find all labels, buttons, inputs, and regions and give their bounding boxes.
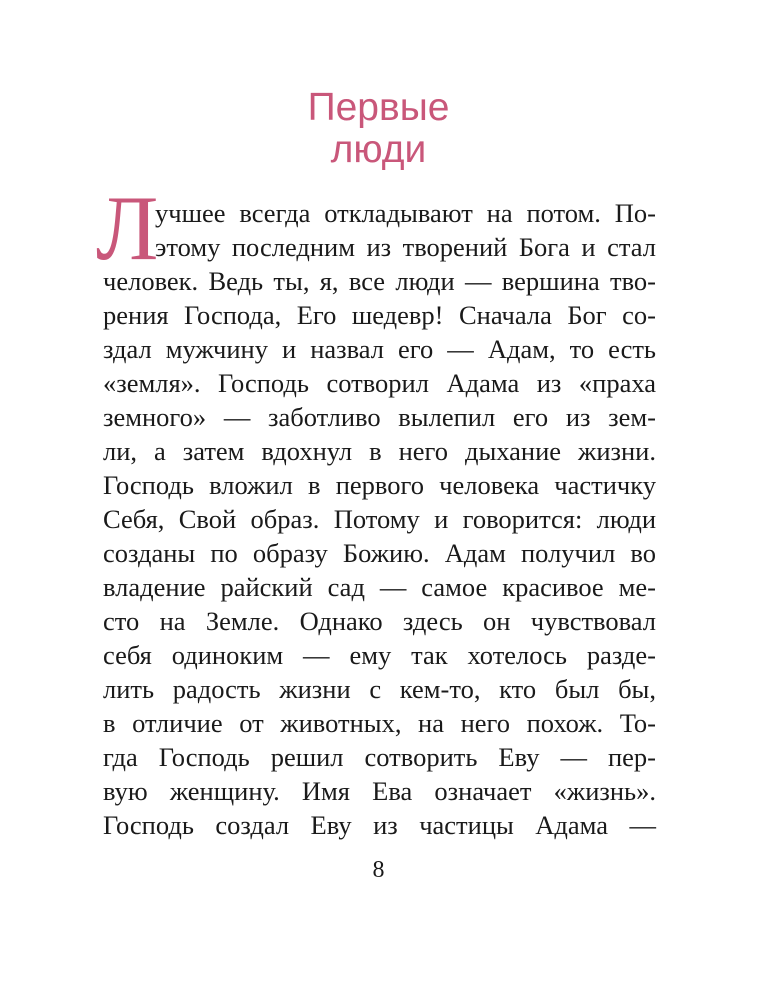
text-line: Себя, Свой образ. Потому и говорится: люди [103,504,656,534]
text-line: Господь вложил в первого человека частичку [103,470,656,500]
text-line: учшее всегда откладывают на потом. По- [155,198,656,228]
text-line: ли, а затем вдохнул в него дыхание жизни. [103,436,656,466]
text-line: Господь создал Еву из частицы Адама — [103,810,656,840]
page-number: 8 [372,857,385,883]
text-line: владение райский сад — самое красивое ме- [103,572,656,602]
text-line: человек. Ведь ты, я, все люди — вершина тво- [103,266,656,296]
chapter-title-line-2: люди [330,128,427,171]
text-line: сто на Земле. Однако здесь он чувствовал [103,606,656,636]
text-line: созданы по образу Божию. Адам получил во [103,538,656,568]
text-line: лить радость жизни с кем-то, кто был бы, [103,674,656,704]
drop-cap-letter: Л [96,177,159,279]
text-line: «земля». Господь сотворил Адама из «праха [103,368,656,398]
text-line: вую женщину. Имя Ева означает «жизнь». [103,776,656,806]
text-line: этому последним из творений Бога и стал [155,232,656,262]
text-line: в отличие от животных, на него похож. То- [103,708,656,738]
text-line: здал мужчину и назвал его — Адам, то есть [103,334,656,364]
text-line: себя одиноким — ему так хотелось разде- [103,640,656,670]
text-line: гда Господь решил сотворить Еву — пер- [103,742,656,772]
text-line: земного» — заботливо вылепил его из зем- [103,402,656,432]
chapter-title-line-1: Первые [307,86,450,129]
text-line: рения Господа, Его шедевр! Сначала Бог со- [103,300,656,330]
